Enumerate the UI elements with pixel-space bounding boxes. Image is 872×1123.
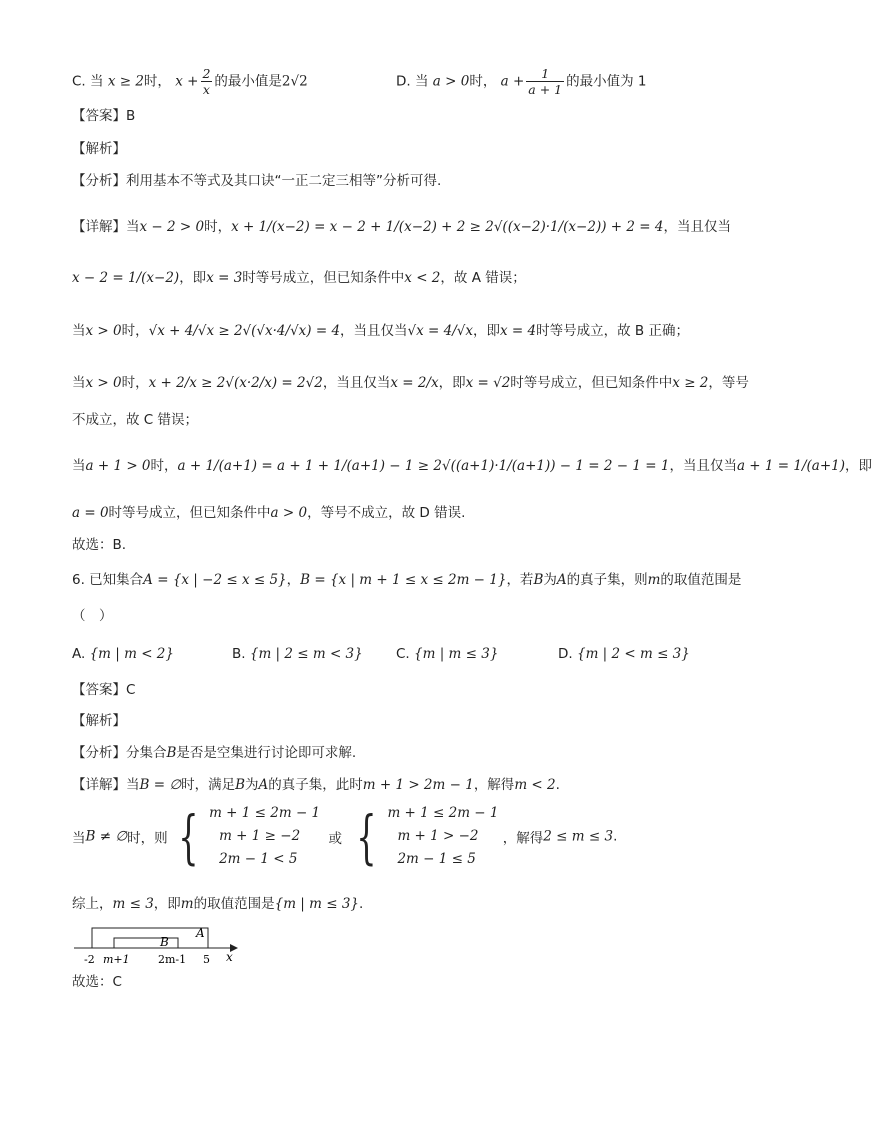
axis-label-x: x	[226, 950, 233, 964]
system-brace-left: {	[178, 802, 199, 871]
system-brace-right: {	[356, 802, 377, 871]
set-b-label: B	[160, 935, 169, 949]
q5-detail-line-6: 当a + 1 > 0时，a + 1/(a+1) = a + 1 + 1/(a+1) − 1 ≥ 2√((a+1)·1/(a+1)) − 1 = 2 − 1 = 1，当且仅当a + 1 = 1/(a+1)，即	[72, 458, 872, 474]
number-line-diagram	[72, 922, 252, 968]
min-value: 2√2	[281, 73, 308, 90]
q5-option-c: C. 当 x ≥ 2时， x + $\frac{2}{x}$ 的最小值是2√2	[72, 66, 308, 97]
tick-label-neg2: -2	[84, 953, 95, 966]
q5-choose: 故选：B.	[72, 537, 127, 553]
q5-detail-line-5: 不成立，故 C 错误；	[72, 412, 199, 428]
q5-detail-line-2: x − 2 = 1/(x−2)，即x = 3时等号成立，但已知条件中x < 2，故 A 错误；	[72, 270, 526, 286]
q6-choose: 故选：C	[72, 974, 122, 990]
q6-stem: 6. 已知集合A = {x | −2 ≤ x ≤ 5}，B = {x | m + 1 ≤ x ≤ 2m − 1}，若B为A的真子集，则m的取值范围是	[72, 572, 742, 588]
q6-detail-line-2: 当B ≠ ∅时，则 { m + 1 ≤ 2m − 1 m + 1 ≥ −2 2m − 1 < 5 或 { m + 1 ≤ 2m − 1 m + 1 > −2 2m − 1 ≤ 5 ，解得2 ≤ m ≤ 3.	[72, 802, 618, 871]
q5-detail-line-1: 【详解】当x − 2 > 0时，x + 1/(x−2) = x − 2 + 1/(x−2) + 2 ≥ 2√((x−2)·1/(x−2)) + 2 = 4，当且仅当	[72, 219, 731, 235]
q5-detail-line-7: a = 0时等号成立，但已知条件中a > 0，等号不成立，故 D 错误.	[72, 505, 466, 521]
q6-fenxi: 【分析】分集合B是否是空集进行讨论即可求解.	[72, 745, 357, 761]
tick-label-2m-minus-1: 2m-1	[158, 953, 187, 966]
tick-label-5: 5	[203, 953, 210, 966]
q6-paren: （ ）	[72, 608, 113, 624]
q6-option-c: C. {m | m ≤ 3}	[396, 646, 499, 662]
q6-option-d: D. {m | 2 < m ≤ 3}	[558, 646, 690, 662]
q5-analysis-heading: 【解析】	[72, 141, 126, 157]
q6-analysis-heading: 【解析】	[72, 713, 126, 729]
set-a-label: A	[196, 926, 205, 940]
q6-summary: 综上，m ≤ 3，即m的取值范围是{m | m ≤ 3}.	[72, 896, 364, 912]
inequality-system-2: m + 1 ≤ 2m − 1 m + 1 > −2 2m − 1 ≤ 5	[387, 805, 499, 867]
q6-option-b: B. {m | 2 ≤ m < 3}	[232, 646, 363, 662]
q6-detail-line-1: 【详解】当B = ∅时，满足B为A的真子集，此时m + 1 > 2m − 1，解得m < 2.	[72, 777, 560, 793]
q5-detail-line-4: 当x > 0时，x + 2/x ≥ 2√(x·2/x) = 2√2，当且仅当x = 2/x，即x = √2时等号成立，但已知条件中x ≥ 2，等号	[72, 375, 749, 391]
q5-detail-line-3: 当x > 0时，√x + 4/√x ≥ 2√(√x·4/√x) = 4，当且仅当√x = 4/√x，即x = 4时等号成立，故 B 正确；	[72, 323, 689, 339]
q6-answer: 【答案】C	[72, 682, 136, 698]
q5-fenxi: 【分析】利用基本不等式及其口诀“一正二定三相等”分析可得.	[72, 173, 442, 189]
q5-option-d: D. 当 a > 0时， a + $\frac{1}{a + 1}$ 的最小值为 1	[396, 66, 647, 97]
tick-label-m-plus-1: m+1	[103, 953, 130, 966]
q6-option-a: A. {m | m < 2}	[72, 646, 174, 662]
q5-answer: 【答案】B	[72, 108, 136, 124]
inequality-system-1: m + 1 ≤ 2m − 1 m + 1 ≥ −2 2m − 1 < 5	[209, 805, 321, 867]
